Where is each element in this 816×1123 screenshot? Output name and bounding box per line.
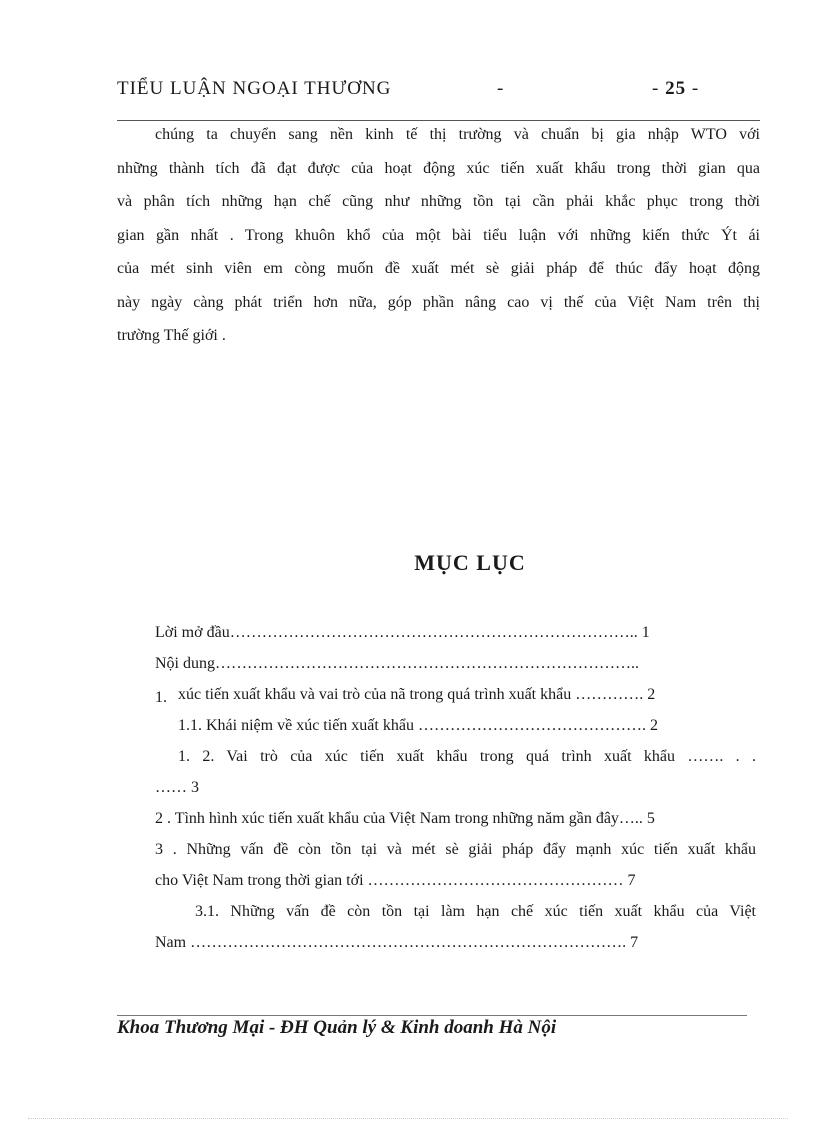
page-edge — [28, 1118, 788, 1119]
footer-rule — [117, 1015, 747, 1016]
toc-entry: 2 . Tình hình xúc tiến xuất khẩu của Việt Nam trong những năm gần đây….. 5 — [155, 810, 655, 827]
toc-entry-continuation: …… 3 — [155, 779, 199, 796]
table-of-contents — [155, 617, 756, 958]
toc-entry-continuation: cho Việt Nam trong thời gian tới ………………………………………… 7 — [155, 872, 636, 889]
toc-entry-continuation: Nam ………………………………………………………………………. 7 — [155, 934, 639, 951]
body-line: trường Thế giới . — [117, 327, 226, 344]
toc-entry-number: 1. — [155, 689, 167, 706]
toc-entry: 3.1. Những vấn đề còn tồn tại làm hạn chế xúc tiến xuất khẩu của Việt — [195, 903, 756, 920]
header-separator: - — [497, 78, 505, 99]
body-line: những thành tích đã đạt được của hoạt động xúc tiến xuất khẩu trong thời gian qua — [117, 159, 760, 177]
page-footer: Khoa Thương Mại - ĐH Quản lý & Kinh doanh Hà Nội — [117, 1017, 557, 1038]
header-title: TIỂU LUẬN NGOẠI THƯƠNG — [117, 78, 392, 99]
page-number: - 25 - — [652, 78, 700, 99]
body-paragraph — [117, 118, 760, 353]
toc-entry-text: xúc tiến xuất khẩu và vai trò của nã trong quá trình xuất khẩu …………. 2 — [178, 686, 656, 703]
body-line: chúng ta chuyển sang nền kinh tế thị trường và chuẩn bị gia nhập WTO với — [155, 126, 760, 143]
body-line: này ngày càng phát triển hơn nữa, góp phần nâng cao vị thế của Việt Nam trên thị — [117, 293, 760, 311]
toc-entry: Lời mở đầu………………………………………………………………….. 1 — [155, 624, 650, 641]
toc-title: MỤC LỤC — [414, 550, 526, 575]
body-line: gian gần nhất . Trong khuôn khổ của một bài tiểu luận với những kiến thức Ýt ái — [117, 226, 760, 244]
page-header — [117, 76, 760, 104]
toc-entry — [155, 679, 756, 710]
body-line: và phân tích những hạn chế cũng như những tồn tại cần phải khắc phục trong thời — [117, 193, 760, 210]
body-line: của mét sinh viên em còng muốn đề xuất mét sè giải pháp để thúc đẩy hoạt động — [117, 260, 760, 277]
toc-entry: 3 . Những vấn đề còn tồn tại và mét sè giải pháp đẩy mạnh xúc tiến xuất khẩu — [155, 841, 756, 858]
toc-entry: Nội dung…………………………………………………………………….. — [155, 655, 639, 672]
toc-entry: 1.1. Khái niệm về xúc tiến xuất khẩu ……………………………………. 2 — [178, 717, 658, 734]
toc-entry: 1. 2. Vai trò của xúc tiến xuất khẩu trong quá trình xuất khẩu ……. . . — [178, 748, 756, 765]
